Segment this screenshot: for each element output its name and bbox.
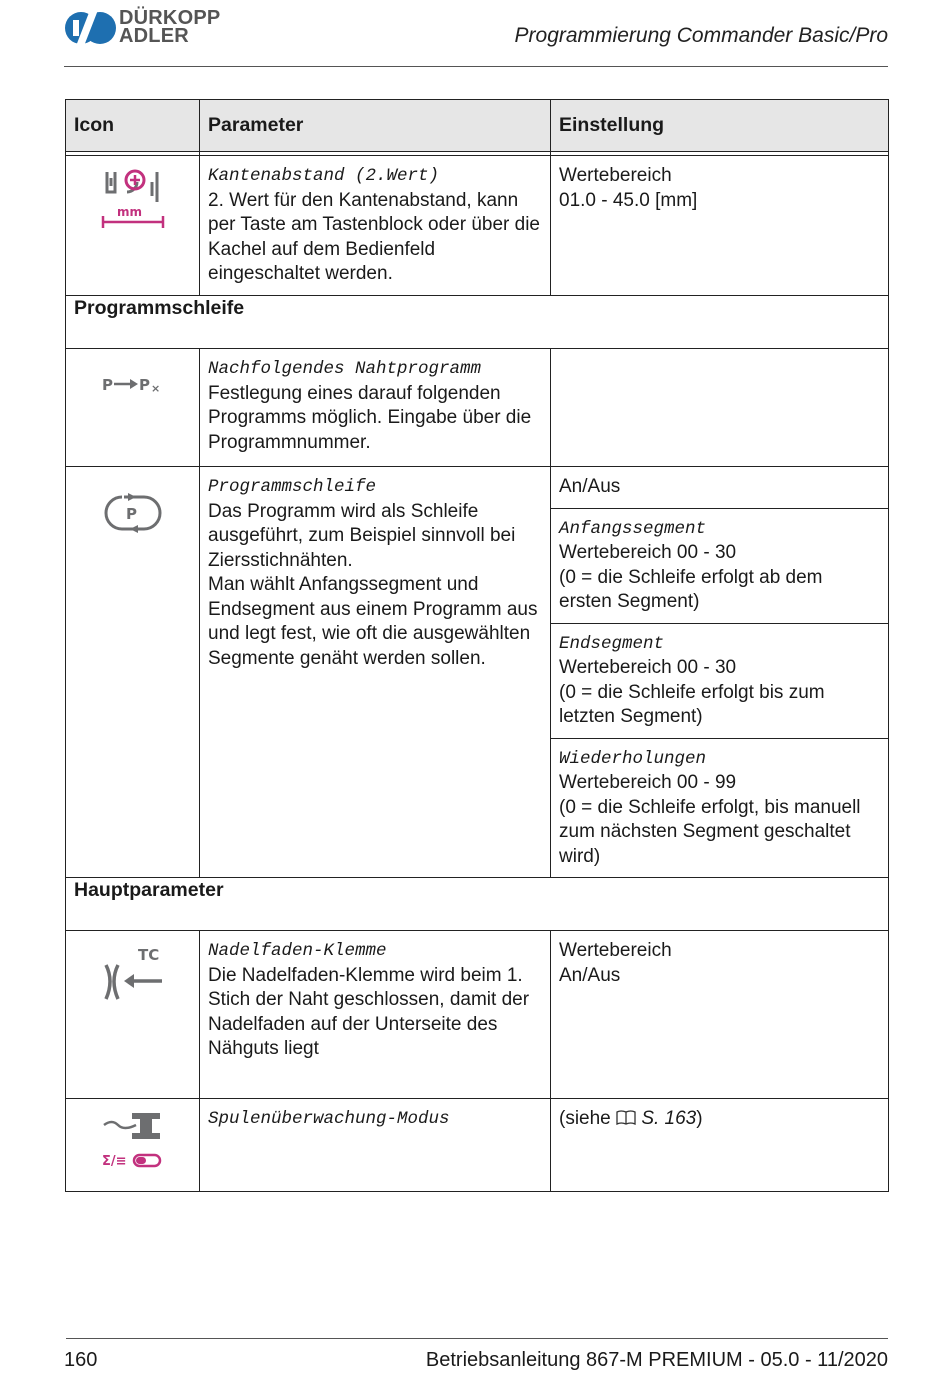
setting-start-segment xyxy=(551,509,888,624)
svg-text:Σ/≡: Σ/≡ xyxy=(101,1154,127,1169)
parameter-name: Programmschleife xyxy=(208,477,377,497)
parameter-cell xyxy=(200,1099,551,1192)
icon-cell xyxy=(66,156,200,296)
svg-text:P: P xyxy=(138,376,150,394)
parameter-name: Spulenüberwachung-Modus xyxy=(208,1109,450,1129)
setting-name: Endsegment xyxy=(559,633,665,654)
setting-end-segment xyxy=(551,624,888,739)
icon-cell xyxy=(66,467,200,878)
footer-divider xyxy=(66,1338,888,1339)
parameter-description: Das Programm wird als Schleife ausgeführt, zum Beispiel sinnvoll bei Ziersstichnähten. xyxy=(208,500,516,571)
brand-name-line1: DÜRKOPP xyxy=(119,7,221,29)
program-loop-icon xyxy=(102,493,164,533)
setting-range: An/Aus xyxy=(559,964,621,986)
setting-cell xyxy=(551,156,889,296)
section-title-hauptparameter: Hauptparameter xyxy=(66,878,889,931)
table-row xyxy=(66,931,889,1099)
setting-note: (0 = die Schleife erfolgt ab dem ersten Segment) xyxy=(559,566,823,612)
setting-name: Wiederholungen xyxy=(559,748,707,769)
parameter-cell xyxy=(200,156,551,296)
parameter-description-2: Man wählt Anfangssegment und Endsegment aus einem Programm aus und legt fest, wie oft die ausgewählten Segmente genäht werden sollen. xyxy=(208,574,538,669)
reference-prefix: (siehe xyxy=(559,1108,611,1129)
svg-text:mm: mm xyxy=(116,205,142,219)
parameter-description: 2. Wert für den Kantenabstand, kann per Taste am Tastenblock oder über die Kachel auf dem Bedienfeld eingeschaltet werden. xyxy=(208,189,540,284)
thread-clamp-icon-label: TC xyxy=(137,946,159,964)
parameter-description: Festlegung eines darauf folgenden Programms möglich. Eingabe über die Programmnummer. xyxy=(208,382,532,453)
bobbin-monitoring-icon xyxy=(102,1113,164,1175)
book-icon xyxy=(616,1110,636,1125)
thread-clamp-icon xyxy=(102,943,164,1007)
parameter-cell xyxy=(200,931,551,1099)
table-header-row xyxy=(66,100,889,152)
column-header-parameter: Parameter xyxy=(200,100,551,152)
setting-range: 01.0 - 45.0 [mm] xyxy=(559,189,698,211)
setting-range: Wertebereich 00 - 30 xyxy=(559,657,737,678)
page-title: Programmierung Commander Basic/Pro xyxy=(514,24,888,47)
parameter-name: Nadelfaden-Klemme xyxy=(208,941,387,961)
setting-repetitions xyxy=(551,739,888,878)
svg-text:P: P xyxy=(125,505,137,523)
setting-cell xyxy=(551,349,889,467)
brand-logo xyxy=(64,8,234,52)
page-number: 160 xyxy=(64,1349,98,1371)
brand-name-line2: ADLER xyxy=(119,25,189,47)
table-row xyxy=(66,467,889,878)
next-program-icon xyxy=(102,371,164,421)
parameter-name: Nachfolgendes Nahtprogramm xyxy=(208,359,482,379)
column-header-setting: Einstellung xyxy=(551,100,889,152)
table-row xyxy=(66,349,889,467)
parameter-cell xyxy=(200,467,551,878)
setting-name: Anfangssegment xyxy=(559,518,707,539)
page-reference-link[interactable]: S. 163 xyxy=(641,1108,697,1129)
setting-label: Wertebereich xyxy=(559,165,672,186)
setting-note: (0 = die Schleife erfolgt, bis manuell zum nächsten Segment geschaltet wird) xyxy=(559,796,861,867)
table-row xyxy=(66,156,889,296)
column-header-icon: Icon xyxy=(66,100,200,152)
section-row xyxy=(66,878,889,931)
header-divider xyxy=(64,66,888,67)
parameter-description: Die Nadelfaden-Klemme wird beim 1. Stich der Naht geschlossen, damit der Nadelfaden auf der Unterseite des Nähguts liegt xyxy=(208,964,530,1059)
footer-document-info: Betriebsanleitung 867-M PREMIUM - 05.0 - 11/2020 xyxy=(425,1349,888,1371)
setting-on-off xyxy=(551,467,888,509)
section-row xyxy=(66,296,889,349)
setting-cell xyxy=(551,1099,889,1192)
svg-text:P: P xyxy=(101,376,113,394)
parameter-table xyxy=(65,99,889,1192)
setting-range: Wertebereich 00 - 99 xyxy=(559,772,737,793)
icon-cell xyxy=(66,1099,200,1192)
icon-cell xyxy=(66,349,200,467)
setting-cell xyxy=(551,931,889,1099)
icon-cell xyxy=(66,931,200,1099)
section-title-programmschleife: Programmschleife xyxy=(66,296,889,349)
svg-text:×: × xyxy=(150,382,160,395)
setting-label: Wertebereich xyxy=(559,940,672,961)
parameter-name: Kantenabstand (2.Wert) xyxy=(208,166,440,186)
setting-note: (0 = die Schleife erfolgt bis zum letzten Segment) xyxy=(559,681,825,727)
edge-distance-icon xyxy=(101,168,165,230)
table-row xyxy=(66,1099,889,1192)
setting-value: An/Aus xyxy=(559,476,621,497)
parameter-cell xyxy=(200,349,551,467)
reference-suffix: ) xyxy=(696,1108,703,1129)
setting-range: Wertebereich 00 - 30 xyxy=(559,542,737,563)
setting-cell xyxy=(551,467,889,878)
